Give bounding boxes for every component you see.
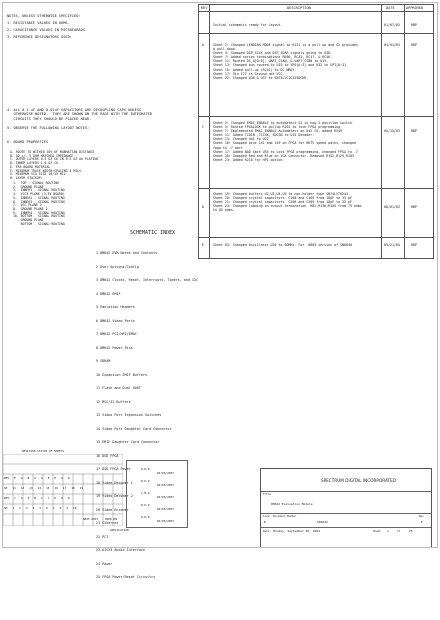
index-item: 7 DM642 PCI/HPI/EMAC xyxy=(96,332,137,336)
of-label: of xyxy=(397,530,401,533)
index-item: 24 Power xyxy=(96,561,113,566)
rev-label: Rev xyxy=(419,515,424,518)
index-item: 18 Video Decoder 1 xyxy=(96,480,133,485)
rev-status-row: SH 1 2 3 4 5 6 7 8 9 10 xyxy=(4,506,77,510)
rev-row-letter: E xyxy=(202,243,204,247)
date-header: DATE xyxy=(386,6,395,10)
approval-date: 02/06/2003 xyxy=(157,495,174,499)
rev-value: E xyxy=(421,520,423,524)
board-title: DM642 Evaluation Module xyxy=(271,502,313,506)
index-item: 6 DM642 Video Ports xyxy=(96,318,135,323)
rev-row-approved: RBP xyxy=(411,129,417,133)
note-2: 2. CAPACITANCE VALUES IN MICROFARADS. xyxy=(7,28,88,32)
layer-stackup: 1. TOP - SIGNAL ROUTING 2. GROUND PLANE 3. INNER1 - SIGNAL ROUTING 4. VCC3 PLANE (3.3V BOARD) 5. INNER2 - SIGNAL ROUTING 6. INNER3 - SIGNAL ROUTING 7. VCC PLANE 2 8. GROUND PLANE 2 9. INNER4 - SIGNAL ROUTING 10. BOTTOM - SIGNAL ROUTING GROUND PLANE BOTTOM - SIGNAL ROUTING xyxy=(13,181,65,226)
used-on-label: USED ON xyxy=(105,517,117,521)
revision-status-title: REVISION STATUS OF SHEETS xyxy=(22,449,65,453)
approval-date: 02/06/2003 xyxy=(157,483,174,487)
rev-row-approved: RBP xyxy=(411,205,417,209)
title-label: Title xyxy=(263,493,271,496)
rev-status-row: REV E A B A A E E D D xyxy=(4,476,70,480)
next-assy-label: NEXT ASSY xyxy=(83,517,99,521)
index-item: 2 User Options/Config xyxy=(96,264,139,269)
note-4: 4. ALL 0.1 uF AND 0.01uF CAPACITORS ARE DECOUPLING CAPS UNLESS OTHERWISE NOTED. THEY ARE SHOWN ON THE PAGE WITH THE INTEGRATED CIRCUITS THEY SHOULD BE PLACED NEAR. xyxy=(7,108,152,121)
rev-row-description: Sheet 03: Changed Oscillator U26 to 60MHz. For -0003 version of SN6848 xyxy=(213,243,352,247)
sheet-value: 1 xyxy=(387,529,389,533)
rev-row-date: 01/07/03 xyxy=(384,23,400,27)
index-item: 20 Video Encoder xyxy=(96,507,129,512)
rev-row-letter: D xyxy=(202,205,204,209)
size-label: Size xyxy=(263,515,270,518)
rev-row-description: Sheet 2: Changed EMAC_ENABLE to autodetect S2 is now 2 position switch. Sheet 5: Routed FPGALOCK to pullup R101 to lock FPGA programming Sheet 7: Implemented EMAC_ENABLE Autodetect on U42 CA, added R249 Sheet 11: Added TCDIN ,TCCSK, SDCSN to U15 Decoder. Sheet 13: Changed U41 to U22 Sheet 16: Swapped pins 141 and 149 on FPGA for HDTV speed paths, changed fpga to -7 part Sheet 17: Added NAD Gate U55 to Lock FPGA programming, changed FPGA to -7 Sheet 20: Swapped Red and Blue on VGA Connector. Removed R142,R129,R183 Sheet 23: Added R218 for HPI option xyxy=(213,121,358,162)
rev-row-date: 09/21/04 xyxy=(384,243,400,247)
rev-row-approved: RBP xyxy=(411,243,417,247)
rev-row-approved: RBP xyxy=(411,23,417,27)
note-5: 5. OBSERVE THE FOLLOWING LAYOUT NOTES: xyxy=(7,126,90,130)
rev-header: REV xyxy=(201,6,208,10)
approved-header: APPROVED xyxy=(406,6,424,10)
application-label: APPLICATION xyxy=(110,528,129,532)
index-item: 16 DSD FPGA xyxy=(96,453,119,458)
index-item: 10 Expansion EMIF Buffers xyxy=(96,372,148,377)
schematic-index-title: SCHEMATIC INDEX xyxy=(130,230,176,236)
rev-row-letter: C xyxy=(202,125,204,129)
approval-name: C.M.D. xyxy=(141,491,152,495)
rev-row-description: Sheet 19: Changed buffers U2,U3,U4,U5 to non-holder type SN74LVTH244. Sheet 20: Changed crystal capacitors C168 and C169 from 18pF to 33 pF Sheet 21: Changed crystal capacitors C208 and C209 from 18pF to 33 pF Sheet 24: Changed loading on output termination R82,R136,R104 from 75 ohms to 82 ohms. xyxy=(213,192,362,213)
index-item: 9 SDRAM xyxy=(96,359,111,363)
document-number: 506642 xyxy=(317,520,328,524)
date-label: Date: xyxy=(263,530,271,533)
index-item: 1 DM642 EVM Notes and Contents xyxy=(96,251,158,255)
index-item: 14 Video Port Daughter Card Connector xyxy=(96,426,172,431)
of-value: 25 xyxy=(409,529,413,533)
description-header: DESCRIPTION xyxy=(287,6,311,10)
approval-name: R.K.P. xyxy=(141,467,152,471)
rev-row-date: 08/01/03 xyxy=(384,205,400,209)
index-item: 15 EMIF Daughter Card Connector xyxy=(96,440,160,444)
index-item: 19 Video Decoder 2 xyxy=(96,494,133,498)
index-item: 22 PCI xyxy=(96,534,109,539)
sheet-border xyxy=(2,2,438,548)
index-item: 12 MSC/I2 Buffers xyxy=(96,399,131,404)
index-item: 3 DM642 Clocks, Reset, Interrupts, Timers, and I2C xyxy=(96,278,199,282)
index-item: 4 DM642 EMIF xyxy=(96,291,121,296)
rev-row-description: Initial schematic ready for layout. xyxy=(213,23,283,27)
note-1: 1. RESISTANCE VALUES IN OHMS. xyxy=(7,21,70,25)
rev-row-description: Sheet 2: Changed LENDIAN MODE signal so R131 is a pull-up and S2 provides a pull-down. Sheet 3: Swapped DSP_SCLK and DSP_SDAR signals going to U36. Sheet 7: Added series terminations RN36, RCA5, RC47, & RC46. Sheet 11: Routed DC_A[0:6], UART_CSAN, & UART_CSBN to U15. Sheet 13: Changed bus routed to U19 to VPO[0:3] and U32 to VPI[0:3]. Sheet 15: Added pull-up (R241) to DC_WRDY. Sheet 17: Pin 177 is Ground not VCC. Sheet 22: Changed U36 & U37 to SN74LVC1G125DCKR. xyxy=(213,43,358,80)
approval-date: 02/06/2003 xyxy=(157,519,174,523)
index-item: 11 Flash and Dual UART xyxy=(96,386,141,390)
document-number-label: Document Number xyxy=(273,515,297,518)
size-value: B xyxy=(264,520,266,524)
notes-title: NOTES, UNLESS OTHERWISE SPECIFIED: xyxy=(7,14,81,18)
index-item: 8 DM642 Power Pins xyxy=(96,345,133,350)
index-item: 21 Ethernet xyxy=(96,521,119,525)
index-item: 5 Emulation Headers xyxy=(96,305,135,309)
approval-date: 02/06/2003 xyxy=(157,507,174,511)
approval-name: R.K.P. xyxy=(141,479,152,483)
date-value: Monday, September 20, 2004 xyxy=(273,529,320,533)
board-properties: A. ROUTE TO WITHIN 10% OF MANHATTAN DISTANCE B. 50 +/- 5 OHM MATCHED IMPEDANCE C. OUTER LAYERS 0.5 OZ CU IN 0.5 OZ AU PLATING D. INNER LAYERS 1.0 OZ CU E. FR4 BOARD MATERIAL F. MINIMUM TRACE WIDTH/SPACING 4 MILS G. MINIMUM VIA SIZE 10/19 MIL H. LAYER STACKUP: xyxy=(10,150,99,180)
company-name: SPECTRUM DIGITAL INCORPORATED xyxy=(321,478,396,483)
note-3: 3. REFERENCE DESIGNATORS USED: xyxy=(7,35,72,39)
index-item: 13 Video Port Expansion Switches xyxy=(96,413,162,417)
rev-row-date: 04/01/03 xyxy=(384,43,400,47)
rev-row-approved: RBP xyxy=(411,43,417,47)
note-6: 6. BOARD PROPERTIES xyxy=(7,140,49,144)
approval-name: R.K.P. xyxy=(141,503,152,507)
index-item: 23 AIC23 Audio Interface xyxy=(96,548,145,552)
sheet-label: Sheet xyxy=(373,530,381,533)
approval-date: 02/06/2003 xyxy=(157,471,174,475)
index-item: 25 FPGA Power/Reset Circuitry xyxy=(96,575,156,579)
rev-row-date: 05/15/03 xyxy=(384,129,400,133)
approval-name: R.K.P. xyxy=(141,515,152,519)
rev-status-row: SH 11 12 13 14 15 16 17 18 19 xyxy=(4,486,84,490)
index-item: 17 DSD FPGA Power xyxy=(96,467,131,471)
rev-row-letter: A xyxy=(202,43,204,47)
rev-status-row: REV C A A B C C D D D xyxy=(4,496,70,500)
